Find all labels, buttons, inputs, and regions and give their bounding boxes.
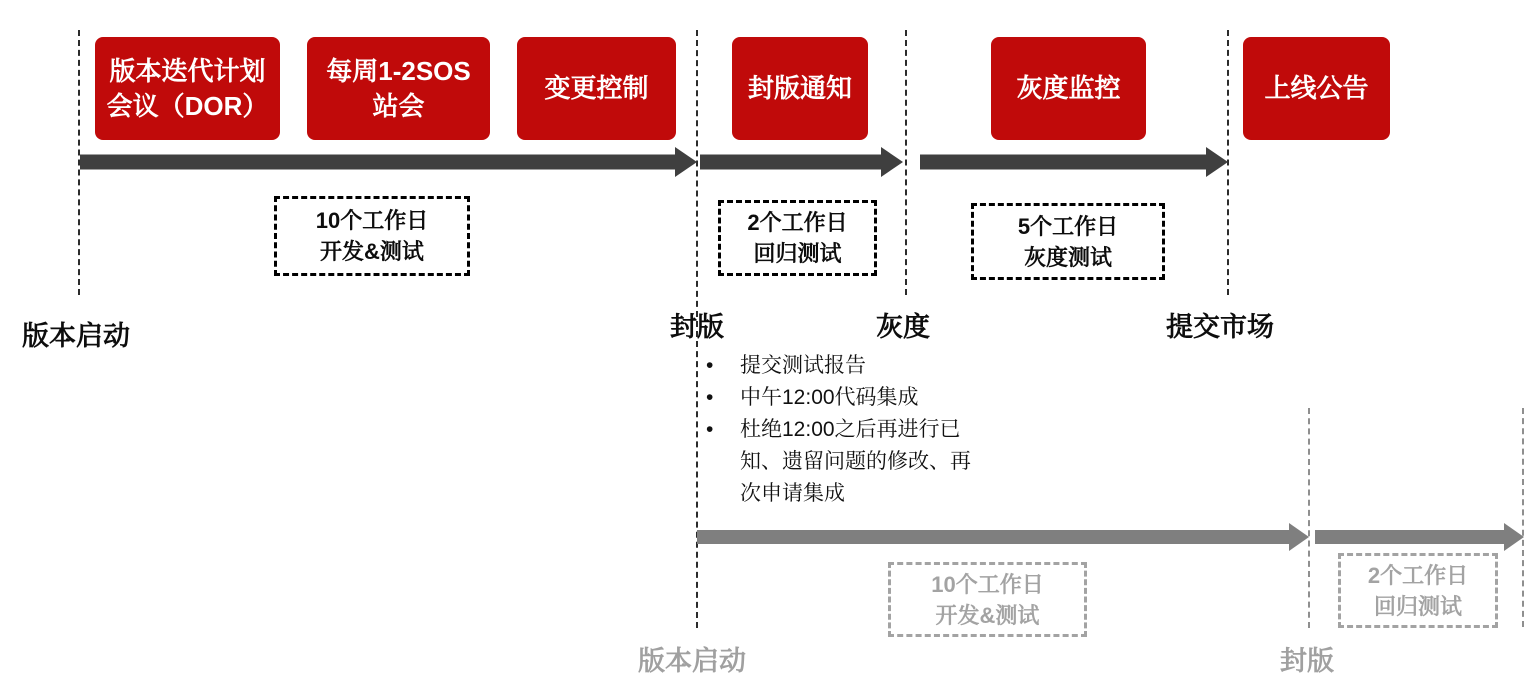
arrow-head-icon	[1504, 523, 1524, 551]
duration-line: 灰度测试	[1023, 244, 1112, 270]
duration-line: 开发&测试	[320, 239, 424, 264]
stage-box-sos-standup	[307, 37, 490, 140]
note-text: 中午12:00代码集成	[740, 386, 919, 409]
note-item	[706, 382, 1006, 414]
stage-box-gray-monitoring	[991, 37, 1146, 140]
note-text: 杜绝12:00之后再进行已知、遗留问题的修改、再次申请集成	[740, 418, 971, 505]
next-timeline-arrow-regression-phase	[1315, 523, 1524, 551]
arrow-shaft	[920, 155, 1208, 170]
milestone-line-next-end	[1522, 408, 1524, 627]
timeline-arrow-regression-phase	[700, 147, 903, 177]
stage-label-line: 变更控制	[544, 73, 649, 103]
arrow-shaft	[700, 155, 883, 170]
milestone-line-next-freeze	[1308, 408, 1310, 628]
arrow-head-icon	[881, 147, 903, 177]
timeline-arrow-gray-phase	[920, 147, 1228, 177]
next-duration-box-regression-test	[1338, 553, 1498, 628]
stage-label-line: 上线公告	[1264, 73, 1369, 103]
duration-box-gray-test	[971, 203, 1165, 280]
next-milestone-label-version-start: 版本启动	[638, 646, 746, 676]
stage-label-line: 会议（DOR）	[106, 90, 269, 121]
duration-line: 5个工作日	[1017, 213, 1119, 239]
stage-box-freeze-notice	[732, 37, 868, 140]
milestone-label-submit-market: 提交市场	[1166, 312, 1274, 342]
timeline-arrow-dev-phase	[80, 147, 697, 177]
duration-line: 10个工作日	[315, 208, 429, 233]
bullet-icon: •	[706, 354, 714, 377]
milestone-line-gray	[905, 30, 907, 295]
note-text: 提交测试报告	[740, 354, 866, 377]
duration-line: 2个工作日	[747, 210, 848, 235]
bullet-icon: •	[706, 386, 714, 409]
stage-box-launch-announcement	[1243, 37, 1390, 140]
milestone-label-version-start: 版本启动	[22, 321, 130, 351]
duration-line: 2个工作日	[1367, 562, 1469, 588]
arrow-shaft	[1315, 530, 1506, 544]
arrow-shaft	[697, 530, 1291, 544]
arrow-shaft	[80, 155, 677, 170]
freeze-notes-list	[706, 350, 1006, 510]
duration-box-dev-test	[274, 196, 470, 276]
stage-label-line: 封版通知	[747, 73, 852, 103]
duration-line: 10个工作日	[931, 571, 1044, 597]
arrow-head-icon	[1289, 523, 1309, 551]
duration-box-regression-test	[718, 200, 877, 276]
note-item	[706, 350, 1006, 382]
next-milestone-label-freeze: 封版	[1280, 646, 1334, 676]
next-timeline-arrow-dev-phase	[697, 523, 1309, 551]
next-duration-box-dev-test	[888, 562, 1087, 637]
stage-label-line: 站会	[372, 90, 425, 121]
stage-label-line: 灰度监控	[1016, 73, 1121, 103]
note-item	[706, 414, 1006, 510]
duration-line: 开发&测试	[935, 602, 1040, 628]
arrow-head-icon	[675, 147, 697, 177]
duration-line: 回归测试	[1373, 593, 1462, 619]
milestone-label-gray: 灰度	[876, 312, 930, 342]
duration-line: 回归测试	[753, 241, 842, 266]
stage-label-line: 版本迭代计划	[109, 55, 266, 86]
stage-label-line: 每周1-2SOS	[326, 55, 471, 86]
stage-box-change-control	[517, 37, 676, 140]
bullet-icon: •	[706, 418, 714, 441]
arrow-head-icon	[1206, 147, 1228, 177]
stage-box-version-planning-meeting	[95, 37, 280, 140]
milestone-label-freeze: 封版	[670, 312, 724, 342]
